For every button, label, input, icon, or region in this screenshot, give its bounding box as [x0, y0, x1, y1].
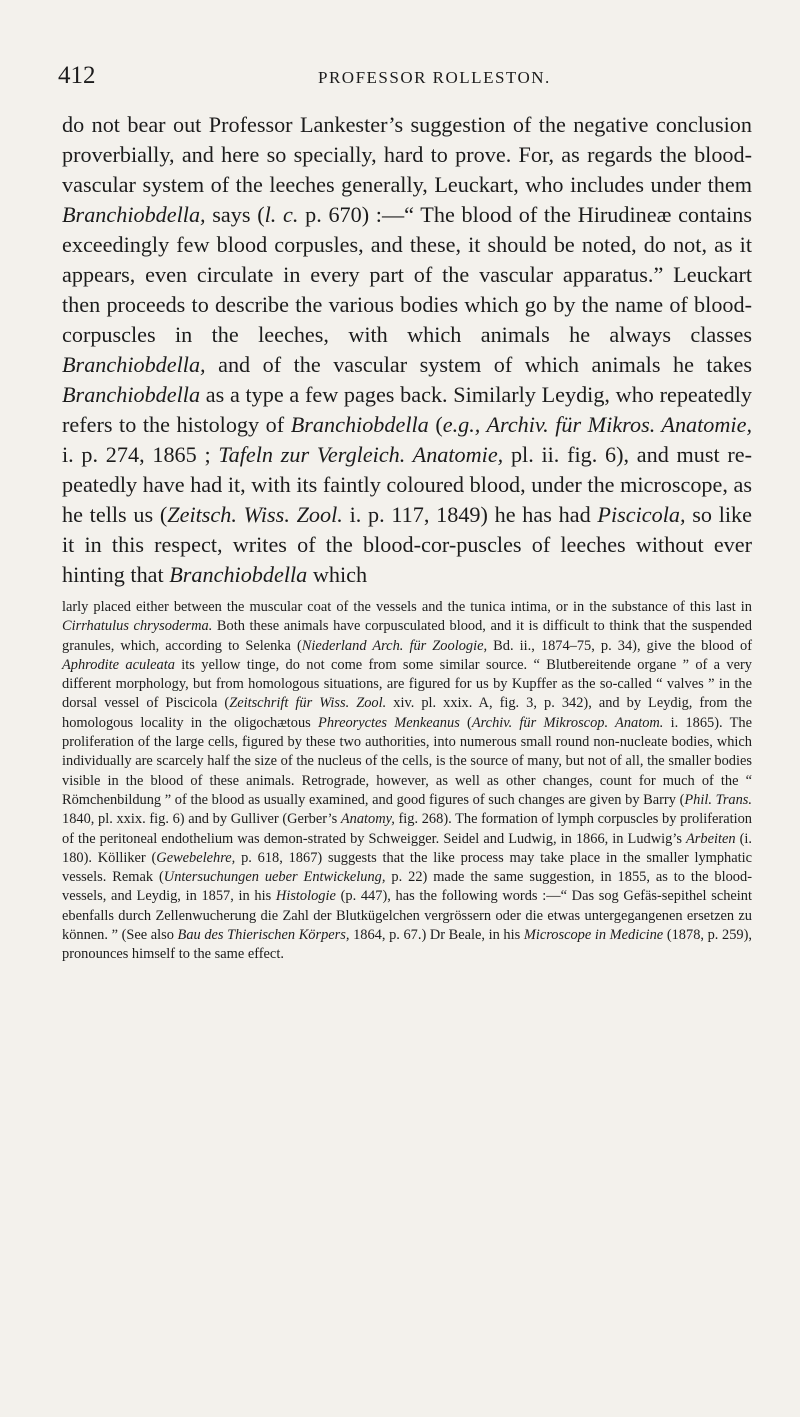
footnote-text-segment: Cirrhatulus chrysoderma.	[62, 618, 213, 635]
body-text-segment: Branchiobdella,	[62, 352, 206, 377]
body-text-segment: pl. ii. fig. 6), and must re-peatedly have had it, with its faintly coloured blood, under the microscope, as he tells us (	[62, 442, 753, 527]
footnote-text-segment: Gewebelehre,	[156, 849, 236, 866]
footnote-text-segment: fig. 268). The formation of lymph corpuscles by proliferation of the peritoneal endothelium was demon-strated by Schweigger. Seidel and Ludwig, in 1866, in Ludwig’s	[62, 811, 752, 847]
footnote-text-segment: its yellow tinge, do not come from some similar source. “ Blutbereitende organe ” of a very different morphology, but from homologous situations, are figured for us by Kupffer as the so-called “ valves ” in the dorsal vessel of Piscicola (	[62, 656, 752, 712]
footnote-text-segment: (1878, p. 259), pronounces himself to the same effect.	[62, 927, 752, 963]
body-text-segment: i. p. 117, 1849) he has had	[342, 502, 598, 527]
body-text-segment: Branchiobdella,	[62, 202, 206, 227]
body-text-segment: e.g., Archiv. für Mikros. Anatomie,	[442, 412, 752, 437]
footnote-text-segment: Histologie	[275, 888, 336, 905]
footnote-text-segment: Phreoryctes Menkeanus	[318, 714, 460, 731]
footnote-text-segment: 1864, p. 67.) Dr Beale, in his	[349, 927, 524, 944]
footnote-text-segment: (p. 447), has the following words :—“ Das sog Gefäs-sepithel scheint ebenfalls durch Zellenwucherung die Zahl der Blutkügelchen vergrössern oder die etwas untergegangenen ersetzen zu können. ” (See also	[62, 888, 752, 944]
page-number: 412	[58, 62, 96, 89]
body-text-segment: do not bear out Professor Lankester’s suggestion of the negative conclusion proverbially, and here so specially, hard to prove. For, as regards the blood-vascular system of the leeches generally, Leuckart, who includes under them	[62, 112, 752, 197]
body-text-segment: so like it in this respect, writes of the blood-cor-puscles of leeches without ever hinting that	[62, 502, 752, 587]
body-text-segment: and of the vascular system of which animals he takes	[205, 352, 752, 377]
body-text-segment: Tafeln zur Vergleich. Anatomie,	[218, 442, 504, 467]
body-text-segment: Piscicola,	[597, 502, 686, 527]
footnote-text-segment: Bd. ii., 1874–75, p. 34), give the blood of	[487, 637, 752, 654]
footnote-text-segment: (i. 180). Kölliker (	[62, 830, 752, 866]
body-text-segment: says (	[205, 202, 265, 227]
body-text-segment: Zeitsch. Wiss. Zool.	[167, 502, 343, 527]
footnote-text-segment: Niederland Arch. für Zoologie,	[301, 637, 488, 654]
footnote-text-segment: larly placed either between the muscular coat of the vessels and the tunica intima, or in the substance of this last in	[62, 599, 752, 615]
footnote-paragraph	[62, 598, 752, 965]
body-text-segment: (	[428, 412, 443, 437]
footnote-text-segment: p. 22) made the same suggestion, in 1855, as to the blood-vessels, and Leydig, in 1857, in his	[62, 869, 752, 905]
body-text-segment: p. 670) :—“ The blood of the Hirudineæ contains exceedingly few blood corpusles, and these, it should be noted, do not, as it appears, even circulate in every part of the vascular apparatus.” Leuckart then proceeds to describe the various bodies which go by the name of blood-corpuscles in the leeches, with which animals he always classes	[62, 202, 753, 347]
body-text-segment: as a type a few pages back. Similarly Leydig, who repeatedly refers to the histology of	[62, 382, 752, 437]
footnote-text-segment: i. 1865). The proliferation of the large cells, figured by these two authorities, into numerous small round non-nucleate bodies, which individually are scarcely half the size of the nucleus of the cells, is the source of many, but not of all, the smaller bodies visible in the blood of these animals. Retrograde, however, as well as other changes, count for much of the “ Römchenbildung ” of the blood as usually examined, and good figures of such changes are given by Barry (	[62, 714, 752, 808]
body-text-segment: Branchiobdella	[290, 412, 429, 437]
footnote-text-segment: Both these animals have corpusculated blood, and it is difficult to think that the suspended granules, which, according to Selenka (	[62, 618, 753, 654]
book-page	[58, 62, 753, 965]
body-text-segment: which	[307, 562, 368, 587]
footnote-text-segment: p. 618, 1867) suggests that the like process may take place in the smaller lymphatic vessels. Remak (	[62, 849, 753, 886]
footnote-text-segment: (	[459, 714, 472, 731]
footnote-text-segment: Phil. Trans.	[684, 791, 753, 808]
footnote-text-segment: Arbeiten	[685, 830, 736, 847]
body-text-segment: l. c.	[264, 202, 299, 227]
body-text-segment: Branchiobdella	[62, 382, 201, 407]
running-title: PROFESSOR ROLLESTON.	[318, 68, 551, 87]
footnote-text-segment: xiv. pl. xxix. A, fig. 3, p. 342), and by Leydig, from the homologous locality in the oligochætous	[62, 695, 753, 731]
footnote-text-segment: 1840, pl. xxix. fig. 6) and by Gulliver (Gerber’s	[62, 811, 341, 828]
main-paragraph	[62, 110, 752, 590]
footnote-text-segment: Archiv. für Mikroscop. Anatom.	[471, 714, 664, 731]
footnote-text-segment: Untersuchungen ueber Entwickelung,	[163, 869, 386, 886]
running-head	[58, 62, 752, 110]
footnote-text-segment: Aphrodite aculeata	[62, 656, 175, 673]
footnote-text-segment: Microscope in Medicine	[523, 927, 664, 944]
footnote-text-segment: Anatomy,	[340, 811, 395, 828]
body-text-segment: i. p. 274, 1865 ;	[62, 442, 219, 467]
body-text-segment: Branchiobdella	[169, 562, 308, 587]
footnote-text-segment: Zeitschrift für Wiss. Zool.	[229, 695, 387, 712]
footnote-text-segment: Bau des Thierischen Körpers,	[177, 927, 350, 944]
